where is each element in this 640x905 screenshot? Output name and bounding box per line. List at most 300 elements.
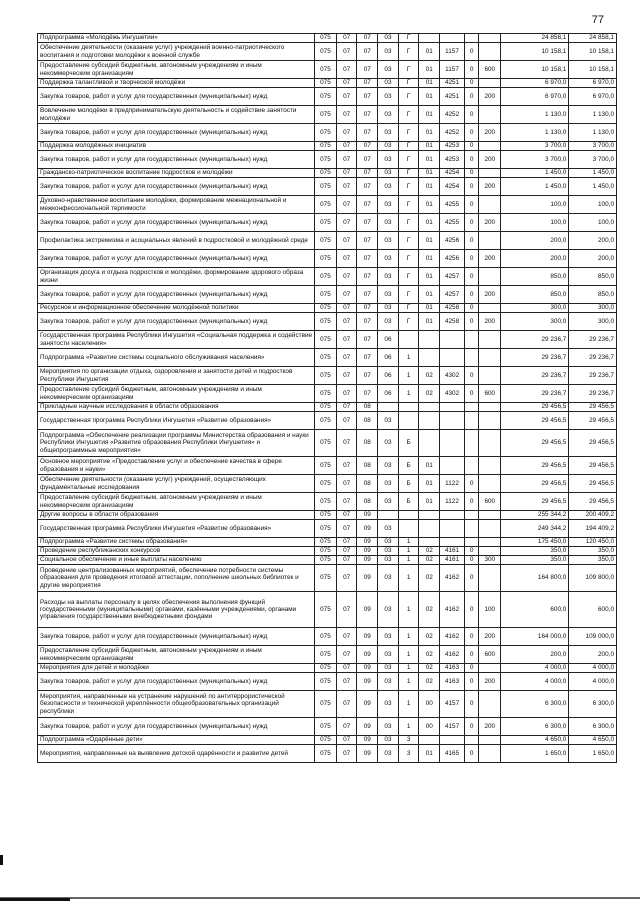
code-cell: 0 bbox=[464, 304, 478, 313]
code-cell: 0 bbox=[464, 61, 478, 79]
code-cell: 07 bbox=[336, 385, 357, 403]
code-cell: 4252 bbox=[440, 106, 465, 124]
code-cell bbox=[464, 520, 478, 538]
code-cell: 075 bbox=[315, 556, 337, 565]
table-row bbox=[38, 457, 617, 475]
row-name-cell: Предоставление субсидий бюджетным, автономным учреждениям и иным некоммерческим организациям bbox=[38, 385, 315, 403]
code-cell bbox=[398, 520, 419, 538]
row-name-cell: Предоставление субсидий бюджетным, автономным учреждениям и иным некоммерческим организациям bbox=[38, 493, 315, 511]
code-cell: 07 bbox=[336, 43, 357, 61]
code-cell: 03 bbox=[378, 664, 399, 673]
code-cell: 03 bbox=[378, 592, 399, 628]
row-name-cell: Подпрограмма «Молодёжь Ингушетии» bbox=[38, 34, 315, 43]
code-cell: 0 bbox=[464, 124, 478, 142]
code-cell: 075 bbox=[315, 178, 337, 196]
row-name-cell: Мероприятия для детей и молодёжи bbox=[38, 664, 315, 673]
code-cell bbox=[464, 349, 478, 367]
table-row bbox=[38, 349, 617, 367]
amount-cell: 109 800,0 bbox=[569, 565, 617, 592]
amount-cell: 600,0 bbox=[501, 592, 569, 628]
code-cell: 0 bbox=[464, 232, 478, 250]
code-cell: 075 bbox=[315, 367, 337, 385]
row-name-cell: Проведение республиканских конкурсов bbox=[38, 547, 315, 556]
row-name-cell: Закупка товаров, работ и услуг для государственных (муниципальных) нужд bbox=[38, 628, 315, 646]
code-cell: 1 bbox=[398, 718, 419, 736]
code-cell: Г bbox=[398, 286, 419, 304]
code-cell: 09 bbox=[357, 538, 378, 547]
amount-cell: 1 130,0 bbox=[569, 106, 617, 124]
table-row bbox=[38, 151, 617, 169]
code-cell bbox=[464, 34, 478, 43]
code-cell: 01 bbox=[419, 106, 440, 124]
code-cell: 02 bbox=[419, 628, 440, 646]
table-row bbox=[38, 196, 617, 214]
code-cell: 075 bbox=[315, 304, 337, 313]
code-cell: 0 bbox=[464, 268, 478, 286]
code-cell: 07 bbox=[357, 43, 378, 61]
code-cell: 01 bbox=[419, 475, 440, 493]
code-cell: 075 bbox=[315, 412, 337, 430]
amount-cell: 1 130,0 bbox=[569, 124, 617, 142]
code-cell bbox=[479, 664, 501, 673]
code-cell: 07 bbox=[336, 367, 357, 385]
code-cell: 4255 bbox=[440, 214, 465, 232]
code-cell: 075 bbox=[315, 475, 337, 493]
code-cell: 03 bbox=[378, 286, 399, 304]
code-cell: 07 bbox=[336, 61, 357, 79]
amount-cell: 29 236,7 bbox=[569, 385, 617, 403]
code-cell: 03 bbox=[378, 106, 399, 124]
code-cell: 01 bbox=[419, 286, 440, 304]
code-cell: 075 bbox=[315, 34, 337, 43]
code-cell: 02 bbox=[419, 367, 440, 385]
code-cell: 0 bbox=[464, 43, 478, 61]
code-cell: 4256 bbox=[440, 232, 465, 250]
table-row bbox=[38, 592, 617, 628]
amount-cell: 29 236,7 bbox=[501, 331, 569, 349]
amount-cell: 200,0 bbox=[501, 646, 569, 664]
code-cell: 075 bbox=[315, 628, 337, 646]
code-cell: Г bbox=[398, 304, 419, 313]
code-cell: 09 bbox=[357, 628, 378, 646]
code-cell: 075 bbox=[315, 232, 337, 250]
code-cell: 07 bbox=[336, 673, 357, 691]
amount-cell: 24 858,1 bbox=[569, 34, 617, 43]
code-cell: 4163 bbox=[440, 664, 465, 673]
amount-cell: 4 000,0 bbox=[569, 664, 617, 673]
code-cell: 4257 bbox=[440, 268, 465, 286]
row-name-cell: Закупка товаров, работ и услуг для государственных (муниципальных) нужд bbox=[38, 214, 315, 232]
table-row bbox=[38, 43, 617, 61]
amount-cell: 3 700,0 bbox=[501, 142, 569, 151]
code-cell bbox=[440, 457, 465, 475]
code-cell bbox=[479, 79, 501, 88]
code-cell: 07 bbox=[336, 142, 357, 151]
code-cell: 0 bbox=[464, 106, 478, 124]
row-name-cell: Закупка товаров, работ и услуг для государственных (муниципальных) нужд bbox=[38, 313, 315, 331]
amount-cell: 109 000,0 bbox=[569, 628, 617, 646]
code-cell: 02 bbox=[419, 673, 440, 691]
code-cell bbox=[479, 142, 501, 151]
code-cell: 200 bbox=[479, 250, 501, 268]
code-cell: 4258 bbox=[440, 313, 465, 331]
code-cell: 0 bbox=[464, 142, 478, 151]
code-cell: 09 bbox=[357, 592, 378, 628]
code-cell: 00 bbox=[419, 691, 440, 718]
code-cell: 4254 bbox=[440, 178, 465, 196]
table-row bbox=[38, 250, 617, 268]
amount-cell: 100,0 bbox=[569, 196, 617, 214]
code-cell: 3 bbox=[398, 736, 419, 745]
row-name-cell: Государственная программа Республики Ингушетия «Развитие образования» bbox=[38, 412, 315, 430]
amount-cell: 29 236,7 bbox=[569, 367, 617, 385]
amount-cell: 350,0 bbox=[501, 556, 569, 565]
amount-cell: 200,0 bbox=[569, 646, 617, 664]
code-cell: 03 bbox=[378, 313, 399, 331]
table-row bbox=[38, 331, 617, 349]
code-cell: 4251 bbox=[440, 79, 465, 88]
code-cell: 08 bbox=[357, 403, 378, 412]
code-cell: 07 bbox=[357, 214, 378, 232]
code-cell bbox=[378, 511, 399, 520]
amount-cell: 164 000,0 bbox=[501, 628, 569, 646]
code-cell: 07 bbox=[357, 385, 378, 403]
code-cell: 07 bbox=[336, 34, 357, 43]
row-name-cell: Поддержка молодёжных инициатив bbox=[38, 142, 315, 151]
code-cell: Г bbox=[398, 124, 419, 142]
table-row bbox=[38, 286, 617, 304]
code-cell: 03 bbox=[378, 457, 399, 475]
code-cell: 03 bbox=[378, 142, 399, 151]
code-cell: 06 bbox=[378, 349, 399, 367]
code-cell: 075 bbox=[315, 331, 337, 349]
code-cell: 09 bbox=[357, 565, 378, 592]
code-cell: 0 bbox=[464, 673, 478, 691]
row-name-cell: Закупка товаров, работ и услуг для государственных (муниципальных) нужд bbox=[38, 718, 315, 736]
amount-cell: 200,0 bbox=[501, 232, 569, 250]
code-cell: 07 bbox=[336, 736, 357, 745]
code-cell: 01 bbox=[419, 457, 440, 475]
code-cell: 07 bbox=[336, 286, 357, 304]
row-name-cell: Закупка товаров, работ и услуг для государственных (муниципальных) нужд bbox=[38, 124, 315, 142]
code-cell: Г bbox=[398, 61, 419, 79]
code-cell: 03 bbox=[378, 61, 399, 79]
code-cell: 075 bbox=[315, 430, 337, 457]
amount-cell: 6 300,0 bbox=[569, 718, 617, 736]
code-cell: 075 bbox=[315, 673, 337, 691]
code-cell: Г bbox=[398, 313, 419, 331]
code-cell bbox=[440, 412, 465, 430]
code-cell bbox=[398, 403, 419, 412]
code-cell bbox=[479, 430, 501, 457]
code-cell: Г bbox=[398, 196, 419, 214]
table-row bbox=[38, 79, 617, 88]
code-cell: 200 bbox=[479, 178, 501, 196]
amount-cell: 1 130,0 bbox=[501, 106, 569, 124]
code-cell: 4258 bbox=[440, 304, 465, 313]
code-cell: 08 bbox=[357, 493, 378, 511]
code-cell: 075 bbox=[315, 349, 337, 367]
code-cell: 09 bbox=[357, 745, 378, 763]
code-cell: 07 bbox=[336, 745, 357, 763]
code-cell: 09 bbox=[357, 718, 378, 736]
code-cell: 02 bbox=[419, 547, 440, 556]
code-cell: 0 bbox=[464, 214, 478, 232]
code-cell: 075 bbox=[315, 403, 337, 412]
code-cell: 09 bbox=[357, 646, 378, 664]
table-row bbox=[38, 304, 617, 313]
amount-cell: 120 450,0 bbox=[569, 538, 617, 547]
code-cell: 1 bbox=[398, 646, 419, 664]
code-cell: 600 bbox=[479, 493, 501, 511]
amount-cell: 4 000,0 bbox=[501, 664, 569, 673]
code-cell: Г bbox=[398, 151, 419, 169]
code-cell: 03 bbox=[378, 412, 399, 430]
code-cell: 07 bbox=[357, 106, 378, 124]
code-cell: 01 bbox=[419, 124, 440, 142]
code-cell: 075 bbox=[315, 385, 337, 403]
code-cell bbox=[479, 511, 501, 520]
code-cell: 07 bbox=[357, 268, 378, 286]
code-cell: 07 bbox=[336, 304, 357, 313]
code-cell: 300 bbox=[479, 556, 501, 565]
code-cell: 07 bbox=[336, 628, 357, 646]
code-cell: 1 bbox=[398, 538, 419, 547]
code-cell bbox=[479, 232, 501, 250]
code-cell: 100 bbox=[479, 592, 501, 628]
code-cell: 0 bbox=[464, 286, 478, 304]
code-cell bbox=[378, 403, 399, 412]
table-row bbox=[38, 646, 617, 664]
code-cell: 1157 bbox=[440, 43, 465, 61]
code-cell: 03 bbox=[378, 718, 399, 736]
code-cell: 07 bbox=[357, 169, 378, 178]
code-cell: 02 bbox=[419, 592, 440, 628]
code-cell: 4302 bbox=[440, 385, 465, 403]
code-cell: Г bbox=[398, 43, 419, 61]
code-cell: 0 bbox=[464, 493, 478, 511]
amount-cell: 600,0 bbox=[569, 592, 617, 628]
code-cell: 01 bbox=[419, 304, 440, 313]
code-cell bbox=[479, 745, 501, 763]
code-cell: 07 bbox=[336, 664, 357, 673]
code-cell bbox=[419, 511, 440, 520]
code-cell bbox=[419, 331, 440, 349]
table-row bbox=[38, 520, 617, 538]
code-cell: 07 bbox=[336, 520, 357, 538]
code-cell: 075 bbox=[315, 214, 337, 232]
table-row bbox=[38, 268, 617, 286]
amount-cell: 175 450,0 bbox=[501, 538, 569, 547]
amount-cell: 4 650,0 bbox=[569, 736, 617, 745]
code-cell: 0 bbox=[464, 385, 478, 403]
code-cell: 01 bbox=[419, 268, 440, 286]
code-cell: 4253 bbox=[440, 151, 465, 169]
code-cell: 07 bbox=[357, 34, 378, 43]
code-cell: Г bbox=[398, 79, 419, 88]
code-cell: 07 bbox=[357, 250, 378, 268]
row-name-cell: Вовлечение молодёжи в предпринимательскую деятельность и содействие занятости молодёжи bbox=[38, 106, 315, 124]
amount-cell: 6 300,0 bbox=[501, 691, 569, 718]
code-cell: 07 bbox=[336, 331, 357, 349]
code-cell: 200 bbox=[479, 673, 501, 691]
amount-cell: 200,0 bbox=[569, 250, 617, 268]
amount-cell: 10 158,1 bbox=[569, 43, 617, 61]
code-cell bbox=[440, 511, 465, 520]
amount-cell: 6 970,0 bbox=[501, 88, 569, 106]
code-cell: 01 bbox=[419, 313, 440, 331]
code-cell: 01 bbox=[419, 250, 440, 268]
code-cell bbox=[479, 43, 501, 61]
code-cell: Б bbox=[398, 430, 419, 457]
code-cell bbox=[479, 691, 501, 718]
code-cell: 0 bbox=[464, 151, 478, 169]
code-cell: 0 bbox=[464, 691, 478, 718]
code-cell: 07 bbox=[336, 124, 357, 142]
code-cell: 075 bbox=[315, 565, 337, 592]
code-cell: 1 bbox=[398, 673, 419, 691]
code-cell bbox=[464, 403, 478, 412]
code-cell bbox=[479, 475, 501, 493]
row-name-cell: Расходы на выплаты персоналу в целях обеспечения выполнения функций государственными (муниципальными) органами, казёнными учреждениями, органами управления государственными внебюджетными фондами bbox=[38, 592, 315, 628]
code-cell: 075 bbox=[315, 547, 337, 556]
amount-cell: 29 456,5 bbox=[569, 493, 617, 511]
row-name-cell: Подпрограмма «Обеспечение реализации программы Министерства образования и науки Республики Ингушетия «Развитие образования Республики Ингушетия» и общепрограммные мероприятия» bbox=[38, 430, 315, 457]
code-cell: 4252 bbox=[440, 124, 465, 142]
code-cell: 07 bbox=[336, 214, 357, 232]
code-cell: 1 bbox=[398, 385, 419, 403]
amount-cell: 200,0 bbox=[501, 250, 569, 268]
code-cell: 075 bbox=[315, 718, 337, 736]
table-row bbox=[38, 511, 617, 520]
code-cell bbox=[398, 511, 419, 520]
code-cell: Г bbox=[398, 34, 419, 43]
code-cell bbox=[419, 34, 440, 43]
amount-cell: 6 970,0 bbox=[569, 79, 617, 88]
scan-edge-line bbox=[0, 897, 640, 899]
code-cell: 03 bbox=[378, 520, 399, 538]
code-cell: 03 bbox=[378, 79, 399, 88]
code-cell bbox=[479, 538, 501, 547]
code-cell: 01 bbox=[419, 61, 440, 79]
code-cell: 075 bbox=[315, 286, 337, 304]
row-name-cell: Мероприятия, направленные на устранение нарушений по антитеррористической безопасности и технической укреплённости общеобразовательных организаций республики bbox=[38, 691, 315, 718]
table-row bbox=[38, 367, 617, 385]
amount-cell: 300,0 bbox=[569, 313, 617, 331]
code-cell: 075 bbox=[315, 736, 337, 745]
code-cell: Г bbox=[398, 142, 419, 151]
code-cell: 1 bbox=[398, 556, 419, 565]
code-cell: 03 bbox=[378, 547, 399, 556]
code-cell bbox=[440, 538, 465, 547]
code-cell bbox=[479, 268, 501, 286]
code-cell: 01 bbox=[419, 232, 440, 250]
amount-cell: 6 970,0 bbox=[501, 79, 569, 88]
table-row bbox=[38, 718, 617, 736]
amount-cell: 100,0 bbox=[501, 196, 569, 214]
code-cell bbox=[479, 304, 501, 313]
code-cell: 0 bbox=[464, 745, 478, 763]
code-cell: 09 bbox=[357, 511, 378, 520]
code-cell: 0 bbox=[464, 646, 478, 664]
table-row bbox=[38, 664, 617, 673]
amount-cell: 4 000,0 bbox=[569, 673, 617, 691]
code-cell: 03 bbox=[378, 268, 399, 286]
row-name-cell: Поддержка талантливой и творческой молодёжи bbox=[38, 79, 315, 88]
code-cell: 03 bbox=[378, 151, 399, 169]
row-name-cell: Мероприятия по организации отдыха, оздоровления и занятости детей и подростков Республики Ингушетия bbox=[38, 367, 315, 385]
code-cell bbox=[479, 403, 501, 412]
code-cell: 07 bbox=[336, 430, 357, 457]
row-name-cell: Подпрограмма «Развитие системы образования» bbox=[38, 538, 315, 547]
code-cell: 01 bbox=[419, 196, 440, 214]
code-cell: 200 bbox=[479, 313, 501, 331]
code-cell: 075 bbox=[315, 493, 337, 511]
code-cell: 200 bbox=[479, 628, 501, 646]
code-cell: 09 bbox=[357, 736, 378, 745]
amount-cell: 850,0 bbox=[569, 268, 617, 286]
code-cell: 075 bbox=[315, 196, 337, 214]
amount-cell: 29 456,5 bbox=[569, 457, 617, 475]
code-cell: 09 bbox=[357, 520, 378, 538]
code-cell: Г bbox=[398, 232, 419, 250]
amount-cell: 6 300,0 bbox=[569, 691, 617, 718]
table-row bbox=[38, 565, 617, 592]
code-cell: 01 bbox=[419, 88, 440, 106]
code-cell: 03 bbox=[378, 691, 399, 718]
code-cell bbox=[479, 169, 501, 178]
code-cell bbox=[419, 736, 440, 745]
code-cell: 4253 bbox=[440, 142, 465, 151]
code-cell: 075 bbox=[315, 169, 337, 178]
amount-cell: 200,0 bbox=[569, 232, 617, 250]
code-cell: 08 bbox=[357, 457, 378, 475]
code-cell: 07 bbox=[336, 493, 357, 511]
code-cell: 0 bbox=[464, 592, 478, 628]
amount-cell: 29 456,5 bbox=[501, 475, 569, 493]
amount-cell: 300,0 bbox=[501, 304, 569, 313]
table-row bbox=[38, 106, 617, 124]
code-cell: 03 bbox=[378, 196, 399, 214]
code-cell: 075 bbox=[315, 511, 337, 520]
code-cell: 07 bbox=[357, 232, 378, 250]
code-cell: 01 bbox=[419, 214, 440, 232]
code-cell: 07 bbox=[336, 556, 357, 565]
code-cell: 4255 bbox=[440, 196, 465, 214]
code-cell: 4163 bbox=[440, 673, 465, 691]
code-cell: 01 bbox=[419, 169, 440, 178]
code-cell bbox=[440, 520, 465, 538]
code-cell: 075 bbox=[315, 43, 337, 61]
code-cell: 01 bbox=[419, 142, 440, 151]
code-cell bbox=[479, 736, 501, 745]
amount-cell: 4 650,0 bbox=[501, 736, 569, 745]
code-cell: 075 bbox=[315, 457, 337, 475]
code-cell: 07 bbox=[357, 349, 378, 367]
code-cell: 07 bbox=[336, 88, 357, 106]
budget-table bbox=[37, 33, 617, 763]
amount-cell: 350,0 bbox=[569, 547, 617, 556]
code-cell: 200 bbox=[479, 214, 501, 232]
code-cell bbox=[419, 430, 440, 457]
code-cell: 01 bbox=[419, 493, 440, 511]
code-cell: 02 bbox=[419, 556, 440, 565]
code-cell: 03 bbox=[378, 169, 399, 178]
code-cell: 4256 bbox=[440, 250, 465, 268]
code-cell: 03 bbox=[378, 475, 399, 493]
code-cell: Г bbox=[398, 88, 419, 106]
code-cell: 03 bbox=[378, 556, 399, 565]
